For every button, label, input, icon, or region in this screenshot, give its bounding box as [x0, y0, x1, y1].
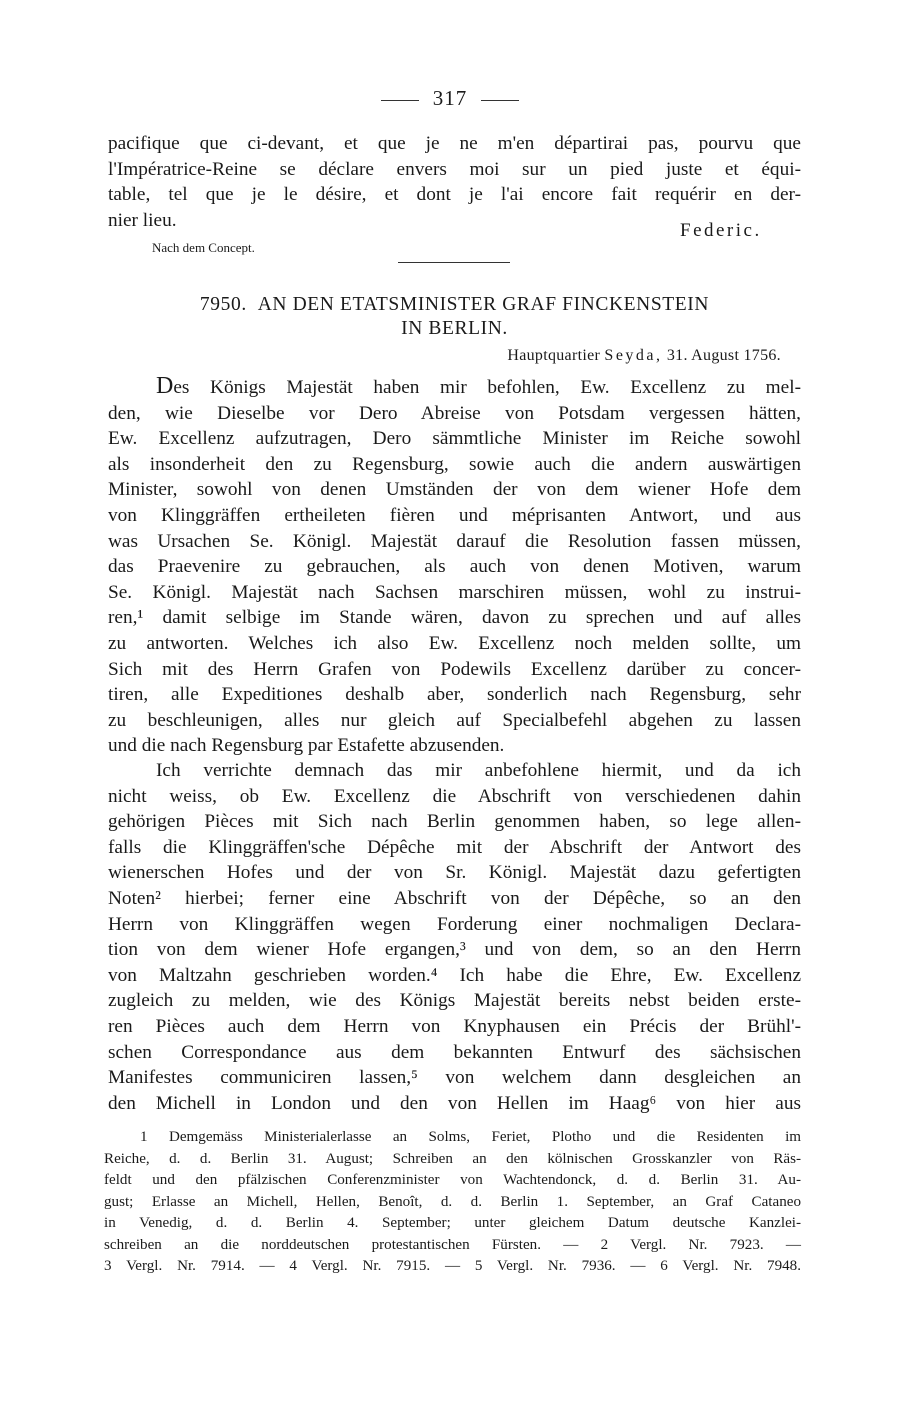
text-line: Sich mit des Herrn Grafen von Podewils Excellenz darüber zu concer- — [108, 658, 801, 680]
letter-heading-line2: IN BERLIN. — [401, 318, 508, 339]
text-line: wienerschen Hofes und der von Sr. Königl. Majestät dazu gefertigten — [108, 862, 801, 884]
footnote-line: in Venedig, d. d. Berlin 4. September; unter gleichem Datum deutsche Kanzlei- — [104, 1215, 801, 1231]
dateline — [507, 347, 781, 365]
text-line: Noten² hierbei; ferner eine Abschrift von der Dépêche, so an den — [108, 887, 801, 909]
text-line: l'Impératrice-Reine se déclare envers moi sur un pied juste et équi- — [108, 158, 801, 180]
text-line: gehörigen Pièces mit Sich nach Berlin genommen haben, so lege allen- — [108, 811, 801, 833]
footnote-line: gust; Erlasse an Michell, Hellen, Benoît, d. d. Berlin 1. September, an Graf Cataneo — [104, 1193, 801, 1210]
text-line: was Ursachen Se. Königl. Majestät darauf die Resolution fassen müssen, — [108, 530, 801, 552]
text-line: pacifique que ci-devant, et que je ne m'en départirai pas, pourvu que — [108, 133, 801, 154]
text-line: den, wie Dieselbe vor Dero Abreise von Potsdam vergessen hätten, — [108, 402, 801, 424]
text-line: zu beschleunigen, alles nur gleich auf Specialbefehl abgehen zu lassen — [108, 709, 801, 731]
initial-letter: D — [156, 373, 174, 399]
text-line-rest: es Königs Majestät haben mir befohlen, Ew. Excellenz zu mel- — [173, 377, 801, 398]
text-line: von Maltzahn geschrieben worden.⁴ Ich habe die Ehre, Ew. Excellenz — [108, 964, 801, 986]
text-line: Minister, sowohl von denen Umständen der von dem wiener Hofe dem — [108, 479, 801, 501]
header-dash-left — [381, 100, 419, 101]
letter-recipient: AN DEN ETATSMINISTER GRAF FINCKENSTEIN — [257, 294, 710, 315]
text-line: falls die Klinggräffen'sche Dépêche mit der Abschrift der Antwort des — [108, 836, 801, 858]
source-note: Nach dem Concept. — [152, 240, 255, 255]
footnote-line: feldt und den pfälzischen Conferenzminister von Wachtendonck, d. d. Berlin 31. Au- — [104, 1172, 801, 1188]
letter-number: 7950. — [199, 294, 247, 315]
text-line: zu antworten. Welches ich also Ew. Excellenz noch melden sollte, um — [108, 632, 801, 654]
footnote-line: schreiben an die norddeutschen protestantischen Fürsten. — 2 Vergl. Nr. 7923. — — [104, 1236, 801, 1253]
paragraph-1 — [108, 374, 801, 759]
text-line: schen Correspondance aus dem bekannten Entwurf des sächsischen — [108, 1041, 801, 1063]
text-line: tiren, alle Expeditiones deshalb aber, sonderlich nach Regensburg, sehr — [108, 684, 801, 706]
dateline-place: Seyda, — [604, 347, 663, 364]
footnote-line: 3 Vergl. Nr. 7914. — 4 Vergl. Nr. 7915. — 5 Vergl. Nr. 7936. — 6 Vergl. Nr. 7948. — [104, 1258, 801, 1274]
text-line: Ich verrichte demnach das mir anbefohlene hiermit, und da ich — [156, 760, 801, 781]
paragraph-2 — [108, 758, 801, 1116]
text-line: nicht weiss, ob Ew. Excellenz die Abschrift von verschiedenen dahin — [108, 785, 801, 807]
page-header — [0, 86, 900, 111]
page-number: 317 — [432, 86, 468, 110]
letter-heading — [108, 294, 801, 316]
text-line: tion von dem wiener Hofe ergangen,³ und von dem, so an den Herrn — [108, 939, 801, 961]
text-line: nier lieu. — [108, 209, 177, 231]
text-line: ren Pièces auch dem Herrn von Knyphausen ein Précis der Brühl'- — [108, 1015, 801, 1037]
text-line: Herrn von Klinggräffen wegen Forderung einer nochmaligen Declara- — [108, 913, 801, 935]
text-line — [108, 374, 801, 401]
text-line: den Michell in London und den von Hellen im Haag⁶ von hier aus — [108, 1092, 801, 1114]
header-dash-right — [481, 100, 519, 101]
section-divider — [398, 262, 510, 263]
text-line: zugleich zu melden, wie des Königs Majestät bereits nebst beiden erste- — [108, 990, 801, 1012]
dateline-prefix: Hauptquartier — [507, 347, 601, 364]
text-line: Se. Königl. Majestät nach Sachsen marschiren müssen, wohl zu instrui- — [108, 581, 801, 603]
footnote-line: Reiche, d. d. Berlin 31. August; Schreiben an den kölnischen Grosskanzler von Räs- — [104, 1150, 801, 1167]
text-line: ren,¹ damit selbige im Stande wären, davon zu sprechen und auf alles — [108, 607, 801, 629]
text-line: Manifestes communiciren lassen,⁵ von welchem dann desgleichen an — [108, 1067, 801, 1089]
text-line: und die nach Regensburg par Estafette abzusenden. — [108, 735, 505, 757]
text-line: Ew. Excellenz aufzutragen, Dero sämmtliche Minister im Reiche sowohl — [108, 428, 801, 450]
footnote-line: 1 Demgemäss Ministerialerlasse an Solms, Feriet, Plotho und die Residenten im — [140, 1129, 801, 1145]
text-line: table, tel que je le désire, et dont je l'ai encore fait requérir en der- — [108, 184, 801, 206]
continued-text — [108, 131, 801, 233]
signature: Federic. — [680, 220, 762, 241]
text-line: als insonderheit den zu Regensburg, sowie auch die andern auswärtigen — [108, 453, 801, 475]
footnotes — [104, 1127, 801, 1278]
dateline-date: 31. August 1756. — [666, 347, 781, 364]
text-line: das Praevenire zu gebrauchen, als auch von denen Motiven, warum — [108, 556, 801, 578]
text-line: von Klinggräffen ertheileten fièren und méprisanten Antwort, und aus — [108, 504, 801, 526]
